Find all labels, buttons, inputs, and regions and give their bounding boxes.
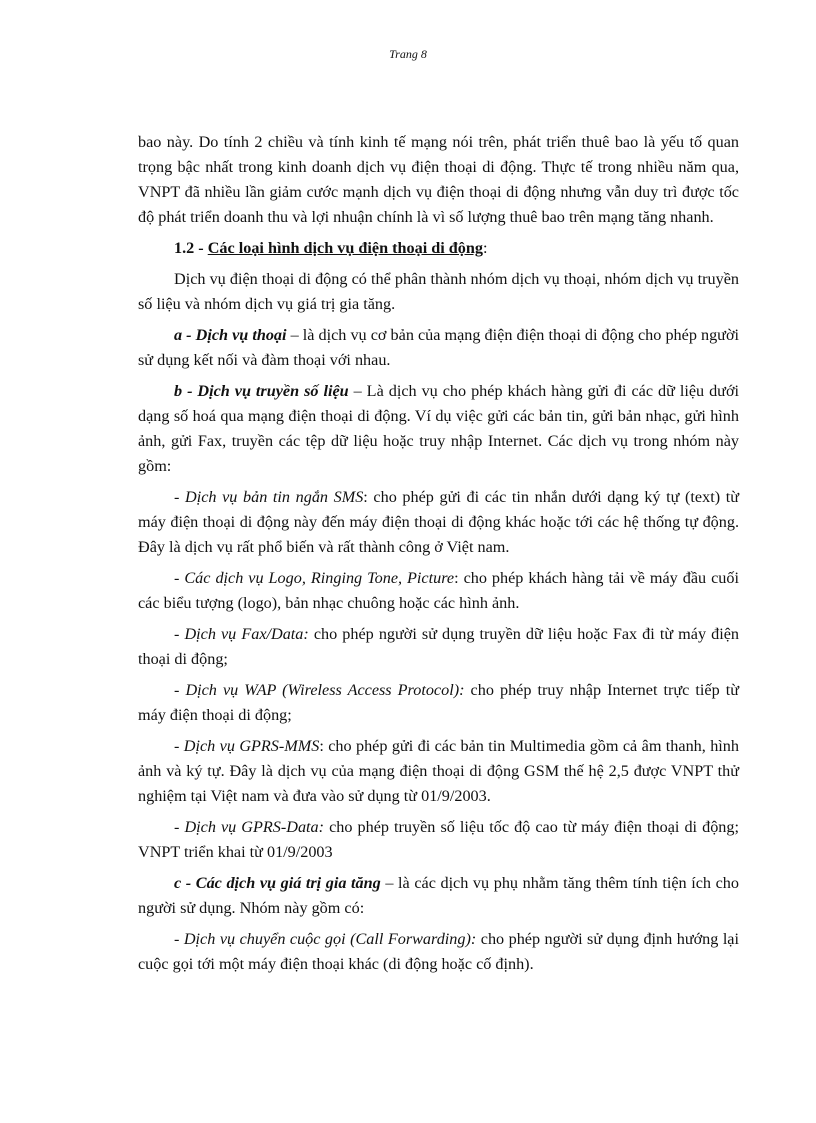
list-item [138,678,739,728]
section-colon: : [483,239,488,257]
item-text: : cho phép gửi đi các tin nhắn dưới dạng ký tự (text) từ máy điện thoại di động này đến máy điện thoại di động khác hoặc tới các hệ thống tự động. Đây là dịch vụ rất phổ biến và rất thành công ở Việt nam. [138,488,739,556]
list-item [138,815,739,865]
list-item [138,622,739,672]
list-item [138,734,739,809]
list-item [138,485,739,560]
section-number: 1.2 - [174,239,208,257]
intro-paragraph: bao này. Do tính 2 chiều và tính kinh tế mạng nói trên, phát triển thuê bao là yếu tố quan trọng bậc nhất trong kinh doanh dịch vụ điện thoại di động. Thực tế trong nhiều năm qua, VNPT đã nhiều lần giảm cước mạnh dịch vụ điện thoại di động nhưng vẫn duy trì được tốc độ phát triển doanh thu và lợi nhuận chính là vì số lượng thuê bao trên mạng tăng nhanh. [138,133,739,226]
value-added-text: – là các dịch vụ phụ nhằm tăng thêm tính tiện ích cho người sử dụng. Nhóm này gồm có: [138,874,739,917]
item-lead: - Dịch vụ chuyển cuộc gọi (Call Forwarding): [174,930,477,948]
paragraph-value-added [138,871,739,921]
page-header: Trang 8 [389,47,427,61]
item-text: cho phép truy nhập Internet trực tiếp từ máy điện thoại di động; [138,681,739,724]
document-body [138,130,739,983]
item-text: cho phép người sử dụng định hướng lại cuộc gọi tới một máy điện thoại khác (di động hoặc cố định). [138,930,739,973]
overview-paragraph: Dịch vụ điện thoại di động có thể phân thành nhóm dịch vụ thoại, nhóm dịch vụ truyền số liệu và nhóm dịch vụ giá trị gia tăng. [138,270,739,313]
item-text: : cho phép khách hàng tải về máy đầu cuối các biểu tượng (logo), bản nhạc chuông hoặc các hình ảnh. [138,569,739,612]
list-item [138,566,739,616]
item-lead: - Dịch vụ WAP (Wireless Access Protocol): [174,681,465,699]
item-text: cho phép truyền số liệu tốc độ cao từ máy điện thoại di động; VNPT triển khai từ 01/9/2003 [138,818,739,861]
section-title: Các loại hình dịch vụ điện thoại di động [207,239,483,257]
item-lead: - Các dịch vụ Logo, Ringing Tone, Picture [174,569,455,587]
data-lead: b - Dịch vụ truyền số liệu [174,382,349,400]
paragraph-data [138,379,739,479]
section-heading [138,236,739,261]
item-lead: - Dịch vụ GPRS-MMS [174,737,320,755]
item-text: : cho phép gửi đi các bản tin Multimedia gồm cả âm thanh, hình ảnh và ký tự. Đây là dịch vụ của mạng điện thoại di động GSM thế hệ 2,5 được VNPT thử nghiệm tại Việt nam và đưa vào sử dụng từ 01/9/2003. [138,737,739,805]
item-lead: - Dịch vụ Fax/Data: [174,625,309,643]
item-text: cho phép người sử dụng truyền dữ liệu hoặc Fax đi từ máy điện thoại di động; [138,625,739,668]
item-lead: - Dịch vụ GPRS-Data: [174,818,325,836]
list-item [138,927,739,977]
value-added-lead: c - Các dịch vụ giá trị gia tăng [174,874,381,892]
voice-lead: a - Dịch vụ thoại [174,326,287,344]
data-text: – Là dịch vụ cho phép khách hàng gửi đi các dữ liệu dưới dạng số hoá qua mạng điện thoại di động. Ví dụ việc gửi các bản tin, gửi bản nhạc, gửi hình ảnh, gửi Fax, truyền các tệp dữ liệu hoặc truy nhập Internet. Các dịch vụ trong nhóm này gồm: [138,382,740,475]
item-lead: - Dịch vụ bản tin ngắn SMS [174,488,364,506]
voice-text: – là dịch vụ cơ bản của mạng điện điện thoại di động cho phép người sử dụng kết nối và đàm thoại với nhau. [138,326,740,369]
paragraph-voice [138,323,739,373]
